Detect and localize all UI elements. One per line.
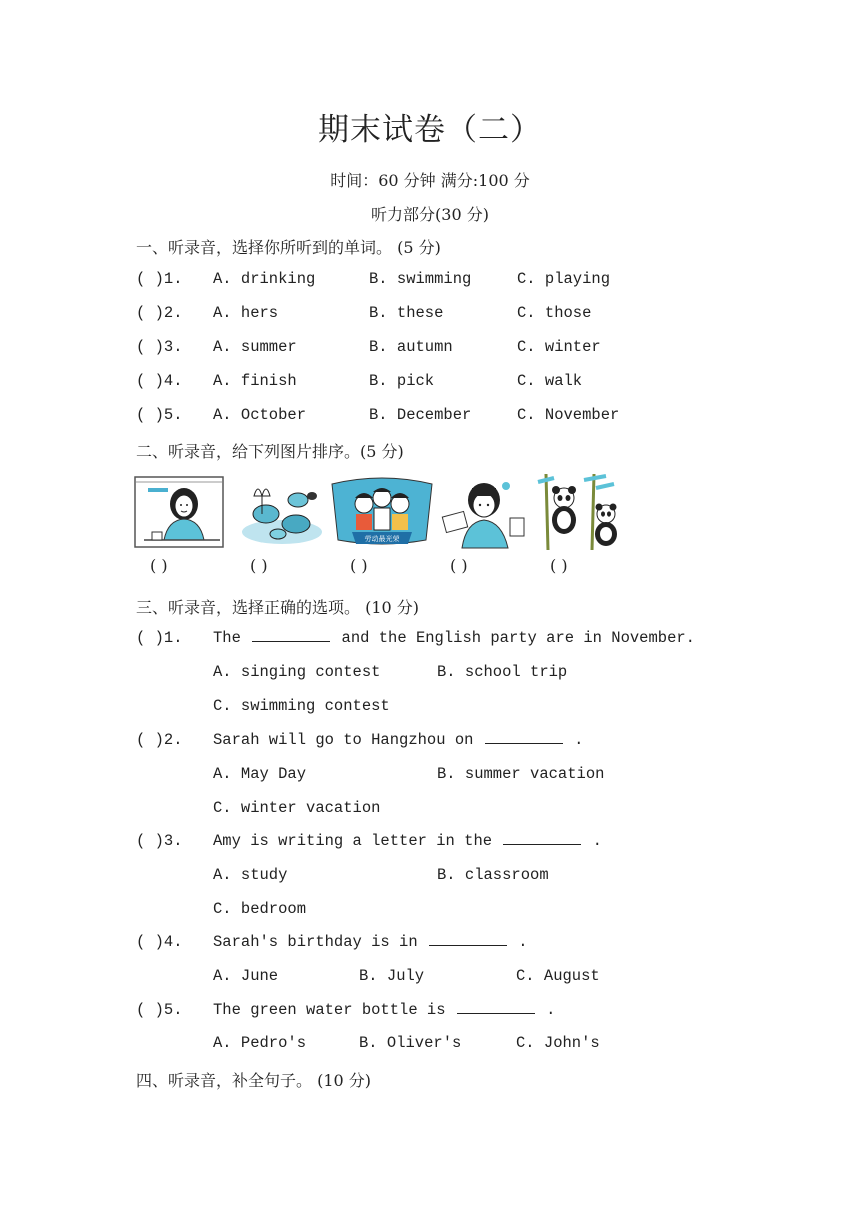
q1-2-option-a: A. hers bbox=[213, 304, 279, 322]
q3-3-stem-post: . bbox=[592, 832, 602, 850]
q1-1-number: ( )1. bbox=[136, 270, 183, 288]
q3-3-number: ( )3. bbox=[136, 832, 183, 850]
girl-reading-icon bbox=[436, 474, 528, 550]
q3-3-option-c: C. bedroom bbox=[213, 900, 307, 918]
picture-1-answer: ( ) bbox=[150, 556, 168, 575]
q3-2-option-a: A. May Day bbox=[213, 765, 307, 783]
picture-5-answer: ( ) bbox=[550, 556, 568, 575]
q3-1-option-a: A. singing contest bbox=[213, 663, 381, 681]
q1-5-option-b: B. December bbox=[369, 406, 472, 424]
q1-3-option-b: B. autumn bbox=[369, 338, 453, 356]
pandas-bamboo-icon bbox=[534, 474, 626, 550]
q1-4-option-b: B. pick bbox=[369, 372, 435, 390]
section-2-heading: 二、听录音，给下列图片排序。(5 分) bbox=[136, 442, 404, 461]
q3-2-stem-pre: Sarah will go to Hangzhou on bbox=[213, 731, 474, 749]
q1-4-option-c: C. walk bbox=[517, 372, 583, 390]
q3-4-option-b: B. July bbox=[359, 967, 425, 985]
lotus-pond-icon bbox=[236, 474, 328, 550]
q3-2-option-b: B. summer vacation bbox=[437, 765, 605, 783]
section-3-heading: 三、听录音，选择正确的选项。 (10 分) bbox=[136, 598, 420, 617]
q3-5-option-b: B. Oliver's bbox=[359, 1034, 462, 1052]
q1-3-number: ( )3. bbox=[136, 338, 183, 356]
q1-2-option-b: B. these bbox=[369, 304, 444, 322]
q3-5-stem-post: . bbox=[546, 1001, 556, 1019]
teacher-icon bbox=[134, 474, 226, 550]
q1-5-option-c: C. November bbox=[517, 406, 620, 424]
q3-3-option-a: A. study bbox=[213, 866, 288, 884]
picture-4-answer: ( ) bbox=[450, 556, 468, 575]
q3-1-stem bbox=[213, 629, 695, 647]
answer-blank bbox=[503, 832, 581, 845]
picture-3-answer: ( ) bbox=[350, 556, 368, 575]
banner-text: 劳动最光荣 bbox=[364, 535, 400, 543]
q3-2-option-c: C. winter vacation bbox=[213, 799, 381, 817]
q3-4-option-c: C. August bbox=[516, 967, 600, 985]
picture-2-answer: ( ) bbox=[250, 556, 268, 575]
q1-1-option-c: C. playing bbox=[517, 270, 611, 288]
q1-4-number: ( )4. bbox=[136, 372, 183, 390]
q3-1-stem-post: and the English party are in November. bbox=[341, 629, 695, 647]
q1-2-number: ( )2. bbox=[136, 304, 183, 322]
q3-4-stem bbox=[213, 933, 528, 951]
q3-3-option-b: B. classroom bbox=[437, 866, 549, 884]
q3-1-stem-pre: The bbox=[213, 629, 241, 647]
class-banner-icon bbox=[330, 474, 434, 550]
q3-2-stem bbox=[213, 731, 583, 749]
answer-blank bbox=[485, 731, 563, 744]
q3-4-option-a: A. June bbox=[213, 967, 279, 985]
q1-4-option-a: A. finish bbox=[213, 372, 297, 390]
q3-5-stem bbox=[213, 1001, 555, 1019]
q1-5-option-a: A. October bbox=[213, 406, 307, 424]
page-title: 期末试卷（二） bbox=[318, 112, 542, 148]
q3-1-option-b: B. school trip bbox=[437, 663, 568, 681]
q3-4-stem-post: . bbox=[518, 933, 528, 951]
q3-2-number: ( )2. bbox=[136, 731, 183, 749]
q3-4-stem-pre: Sarah's birthday is in bbox=[213, 933, 418, 951]
q1-5-number: ( )5. bbox=[136, 406, 183, 424]
q3-5-option-c: C. John's bbox=[516, 1034, 600, 1052]
q3-5-option-a: A. Pedro's bbox=[213, 1034, 307, 1052]
q3-1-number: ( )1. bbox=[136, 629, 183, 647]
q3-3-stem-pre: Amy is writing a letter in the bbox=[213, 832, 493, 850]
section-1-heading: 一、听录音，选择你所听到的单词。 (5 分) bbox=[136, 238, 441, 257]
q1-2-option-c: C. those bbox=[517, 304, 592, 322]
section-4-heading: 四、听录音，补全句子。 (10 分) bbox=[136, 1071, 372, 1090]
answer-blank bbox=[457, 1001, 535, 1014]
q3-5-number: ( )5. bbox=[136, 1001, 183, 1019]
q1-1-option-b: B. swimming bbox=[369, 270, 472, 288]
q3-1-option-c: C. swimming contest bbox=[213, 697, 390, 715]
q3-3-stem bbox=[213, 832, 602, 850]
exam-meta: 时间：60 分钟 满分:100 分 bbox=[330, 171, 530, 190]
answer-blank bbox=[252, 629, 330, 642]
q3-5-stem-pre: The green water bottle is bbox=[213, 1001, 446, 1019]
q1-3-option-a: A. summer bbox=[213, 338, 297, 356]
q3-4-number: ( )4. bbox=[136, 933, 183, 951]
q1-1-option-a: A. drinking bbox=[213, 270, 316, 288]
answer-blank bbox=[429, 933, 507, 946]
part-heading: 听力部分(30 分) bbox=[371, 205, 489, 224]
q3-2-stem-post: . bbox=[574, 731, 584, 749]
q1-3-option-c: C. winter bbox=[517, 338, 601, 356]
